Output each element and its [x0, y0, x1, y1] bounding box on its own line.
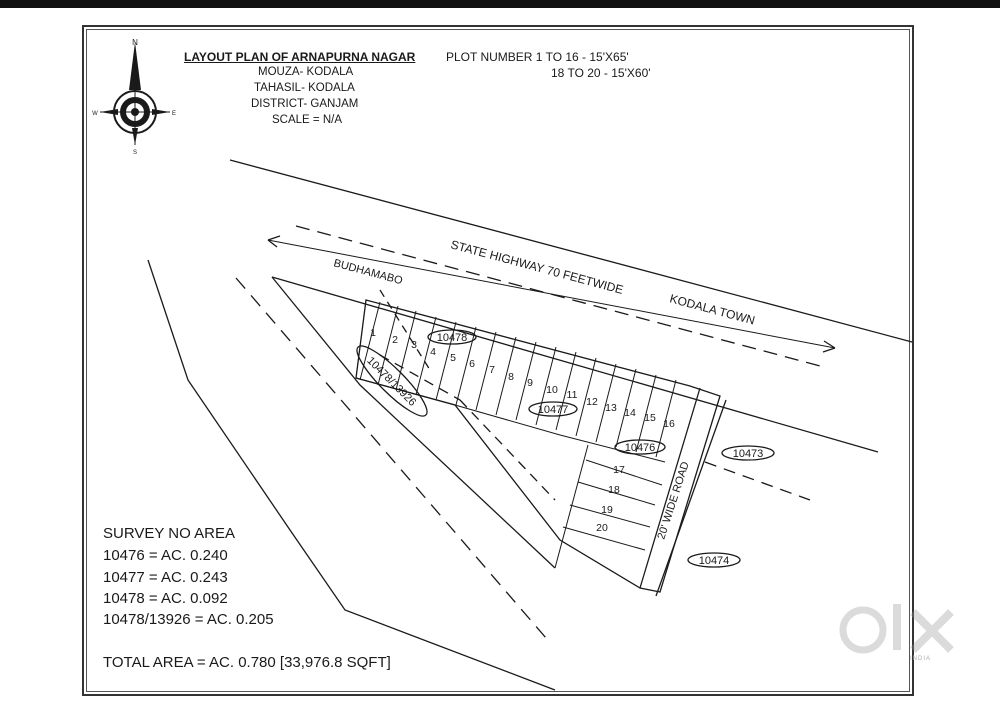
compass-rose-icon: [100, 42, 170, 145]
survey-label-10478-13926: 10478/13926: [364, 354, 419, 409]
plot-number: 1: [370, 327, 376, 339]
total-area: TOTAL AREA = AC. 0.780 [33,976.8 SQFT]: [103, 654, 391, 671]
survey-label-10478: 10478: [436, 332, 468, 344]
mouza-label: MOUZA- KODALA: [258, 66, 354, 78]
plot-number: 8: [508, 371, 514, 383]
watermark-sub: INDIA: [910, 656, 932, 662]
plot-number: 11: [566, 389, 578, 401]
scale-label: SCALE = N/A: [272, 114, 342, 126]
survey-label-10476: 10476: [624, 442, 656, 454]
highway-label: STATE HIGHWAY 70 FEETWIDE: [449, 237, 625, 297]
plot-number: 14: [624, 407, 636, 419]
survey-label-10473: 10473: [732, 448, 764, 460]
plot-number: 16: [663, 418, 675, 430]
compass-e: E: [171, 111, 177, 117]
plot-number: 15: [644, 412, 656, 424]
plot-dividers: [356, 302, 676, 568]
survey-label-10474: 10474: [698, 555, 730, 567]
plot-number: 13: [605, 402, 617, 414]
highway-arrow-line: [268, 240, 835, 348]
tahasil-label: TAHASIL- KODALA: [254, 82, 355, 94]
plot-number: 5: [450, 352, 456, 364]
area-row: 10477 = AC. 0.243: [103, 569, 228, 586]
area-row: 10478/13926 = AC. 0.205: [103, 611, 274, 628]
right-dashed-boundary: [705, 462, 810, 500]
plot-number: 12: [586, 396, 598, 408]
inner-dashed-3: [380, 290, 430, 370]
plot-number: 18: [608, 484, 620, 496]
plot-number: 10: [546, 384, 558, 396]
layout-title: LAYOUT PLAN OF ARNAPURNA NAGAR: [184, 50, 416, 64]
plot-number: 4: [430, 346, 436, 358]
plot-info-line-2: 18 TO 20 - 15'X60': [551, 66, 651, 80]
plot-number: 9: [527, 377, 533, 389]
survey-label-10477: 10477: [537, 404, 569, 416]
plot-number: 3: [411, 339, 417, 351]
compass-s: S: [132, 150, 138, 156]
plot-number: 17: [613, 464, 625, 476]
wide-road-label: 20' WIDE ROAD: [655, 460, 692, 541]
olx-logo-icon: [833, 598, 963, 668]
highway-edge-top: [230, 160, 912, 342]
plot-number: 7: [489, 364, 495, 376]
area-row: 10476 = AC. 0.240: [103, 547, 228, 564]
district-label: DISTRICT- GANJAM: [251, 98, 359, 110]
compass-n: N: [132, 38, 138, 47]
plot-number: 6: [469, 358, 475, 370]
area-table-heading: SURVEY NO AREA: [103, 525, 235, 542]
plot-number: 19: [601, 504, 613, 516]
compass-w: W: [92, 111, 98, 117]
area-row: 10478 = AC. 0.092: [103, 590, 228, 607]
plot-number: 20: [596, 522, 608, 534]
plot-number: 2: [392, 334, 398, 346]
town-label: KODALA TOWN: [668, 291, 757, 328]
olx-watermark-logo: [833, 598, 963, 668]
plot-info-line-1: PLOT NUMBER 1 TO 16 - 15'X65': [446, 50, 629, 64]
budhamabo-label: BUDHAMABO: [332, 257, 404, 288]
